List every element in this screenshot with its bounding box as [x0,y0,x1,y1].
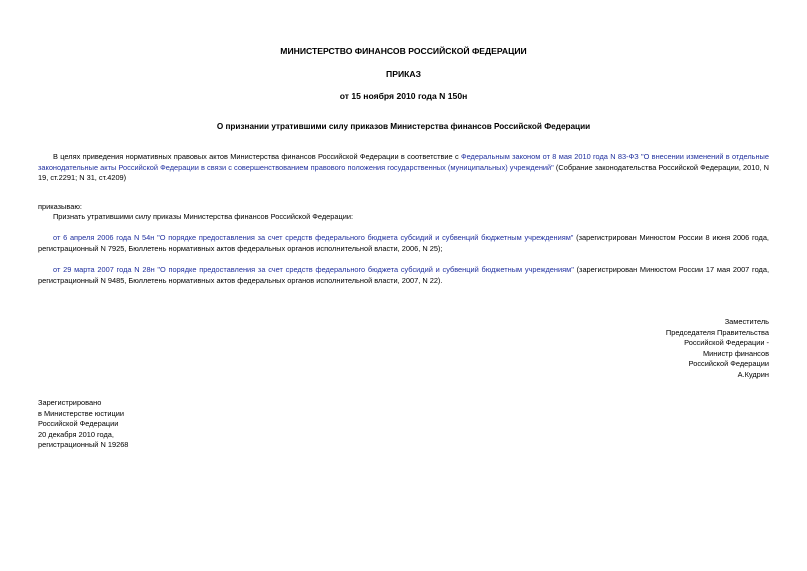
registration-line-1: Зарегистрировано [38,398,102,407]
date-number-heading: от 15 ноября 2010 года N 150н [339,91,468,101]
signature-line-4: Министр финансов [702,348,769,358]
document-title: О признании утратившими силу приказов Министерства финансов Российской Федерации [216,122,591,131]
order-28n-link[interactable]: от 29 марта 2007 года N 28н "О порядке предоставления за счет средств федерального бюджета субсидий и субвенций бюджетным учреждениям" [53,265,574,274]
list-item-order-28n [38,265,769,286]
preamble-text-before: В целях приведения нормативных правовых актов Министерства финансов Российской Федерации в соответствие с [53,152,461,161]
signature-line-3: Российской Федерации - [684,338,769,348]
preamble-text-after: (Собрание законодательства Российской Федерации, 2010, N 19, ст.2291; N 31, ст.4209) [38,162,770,183]
registration-line-4: 20 декабря 2010 года, [38,429,114,439]
registration-block [38,398,128,451]
order-54n-link[interactable]: от 6 апреля 2006 года N 54н "О порядке предоставления за счет средств федерального бюджета субсидий и субвенций бюджетным учреждениям" [53,233,574,242]
signature-block [666,317,769,381]
registration-number: регистрационный N 19268 [38,440,129,450]
registration-line-2: в Министерстве юстиции [38,408,125,418]
signature-name: А.Кудрин [737,369,769,379]
order-54n-details: (зарегистрирован Минюстом России 8 июня 2006 года, регистрационный N 7925, Бюллетень нормативных актов федеральных органов исполнительной власти, 2006, N 25); [38,233,769,253]
document-type-heading: ПРИКАЗ [386,69,421,79]
signature-line-1: Заместитель [724,317,769,326]
signature-line-5: Российской Федерации [688,359,769,369]
order-28n-details: (зарегистрирован Минюстом России 17 мая 2007 года, регистрационный N 9485, Бюллетень нормативных актов федеральных органов исполнительной власти, 2007, N 22). [38,265,770,285]
federal-law-link[interactable]: Федеральным законом от 8 мая 2010 года N 83-ФЗ "О внесении изменений в отдельные законодательные акты Российской Федерации в связи с совершенствованием правового положения государственных (муниципальных) учреждений" [38,152,769,172]
list-item-order-54n [38,233,769,254]
order-intro: Признать утратившими силу приказы Министерства финансов Российской Федерации: [53,212,354,221]
ministry-heading: МИНИСТЕРСТВО ФИНАНСОВ РОССИЙСКОЙ ФЕДЕРАЦИИ [280,46,527,56]
order-word: приказываю: [38,202,82,211]
signature-line-2: Председателя Правительства [665,327,769,337]
preamble-paragraph [38,152,769,184]
registration-line-3: Российской Федерации [38,419,119,429]
